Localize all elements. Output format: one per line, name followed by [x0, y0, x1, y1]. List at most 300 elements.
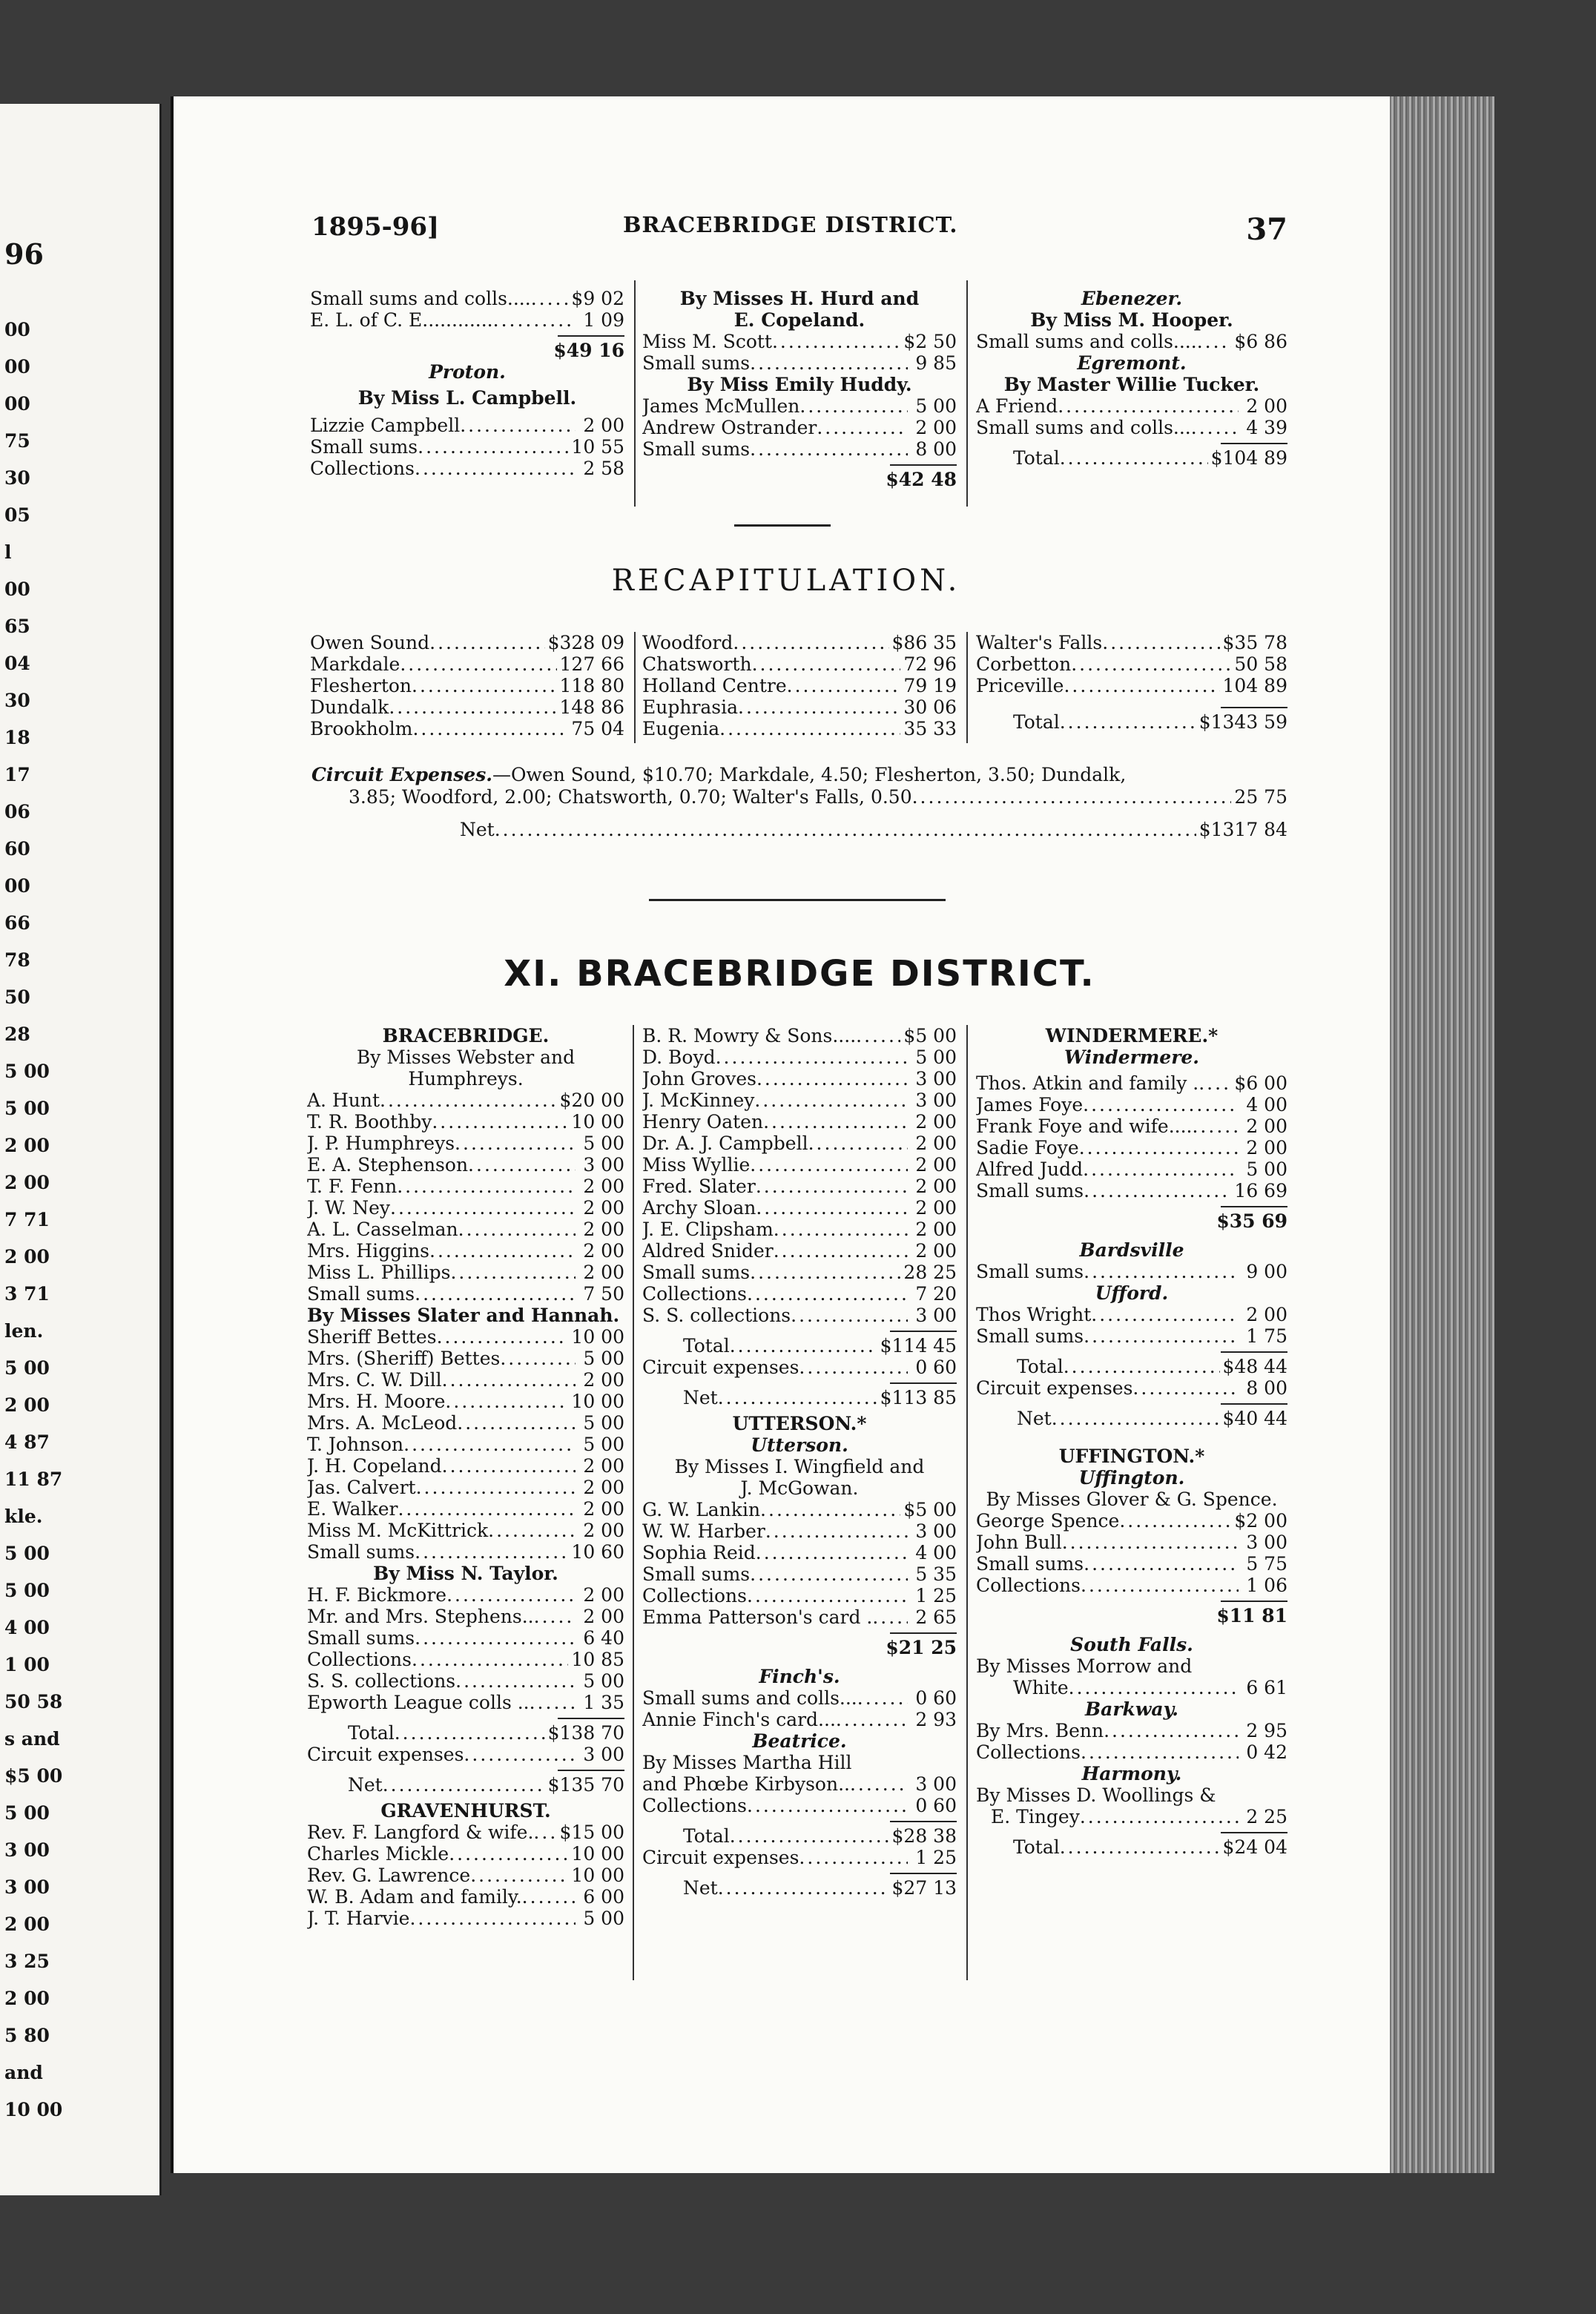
place-heading: Beatrice.	[752, 1730, 847, 1752]
entry-name: Small sums	[642, 352, 751, 374]
entry-name: Frank Foye and wife....	[976, 1115, 1193, 1137]
dot-leader	[1198, 1072, 1231, 1094]
amount: 5 75	[1246, 1553, 1287, 1575]
left-page-amount: 60	[4, 838, 30, 860]
entry-name: John Groves	[642, 1068, 756, 1090]
collector-line: By Misses Webster and	[356, 1046, 576, 1068]
ledger-row	[307, 1240, 624, 1262]
entry-name: Small sums	[976, 1261, 1084, 1282]
dot-leader	[415, 1541, 568, 1563]
entry-name: John Bull	[976, 1532, 1062, 1553]
entry-list	[976, 1304, 1287, 1347]
ledger-row	[307, 1326, 624, 1348]
entry-name: Circuit expenses	[642, 1847, 799, 1868]
ledger-row	[1017, 1356, 1287, 1377]
total-row	[976, 447, 1287, 469]
left-page-amount: 4 00	[4, 1617, 50, 1638]
entry-name: Owen Sound	[310, 632, 430, 653]
collector-line: By Master Willie Tucker.	[1003, 374, 1260, 395]
left-page-amount: 75	[4, 430, 30, 452]
amount: $135 70	[547, 1774, 624, 1796]
amount: $21 25	[886, 1637, 957, 1658]
left-page-amount: $5 00	[4, 1765, 63, 1787]
dot-leader	[429, 1240, 576, 1262]
dot-leader	[531, 288, 569, 309]
ledger-row	[976, 1180, 1287, 1202]
ledger-row	[976, 1377, 1287, 1399]
net-row	[642, 1877, 957, 1899]
rule	[890, 1632, 957, 1634]
amount: $1343 59	[1198, 711, 1287, 733]
ledger-row	[642, 1606, 957, 1628]
amount: 2 00	[1246, 1137, 1287, 1158]
entry-list	[307, 1584, 624, 1713]
dot-leader	[449, 1843, 568, 1865]
entry-name: Total	[683, 1335, 730, 1357]
entry-name: and Phœbe Kirbyson..	[642, 1773, 850, 1795]
ledger-row	[976, 1158, 1287, 1180]
dot-leader	[872, 1606, 908, 1628]
place-heading: Egremont.	[1077, 352, 1187, 374]
entry-name: Alfred Judd	[976, 1158, 1084, 1180]
ledger-row	[642, 1305, 957, 1326]
dot-leader	[718, 1877, 889, 1899]
entry-name: Sophia Reid	[642, 1542, 756, 1563]
ledger-row	[976, 1575, 1287, 1596]
ledger-row	[310, 675, 624, 696]
entry-list	[642, 1025, 957, 1326]
entry-name: A. Hunt	[307, 1090, 380, 1111]
net-row	[642, 1387, 957, 1408]
circuit-text: 3.85; Woodford, 2.00; Chatsworth, 0.70; Walter's Falls, 0.50	[349, 786, 912, 808]
entry-name: Thos. Atkin and family .	[976, 1072, 1199, 1094]
dot-leader	[1104, 1720, 1239, 1741]
amount: $35 69	[1216, 1210, 1287, 1232]
rule	[1221, 443, 1287, 444]
ledger-row	[976, 1261, 1287, 1282]
left-page-amount: 5 00	[4, 1357, 50, 1379]
dot-leader	[718, 1387, 877, 1408]
recap-col-1	[310, 632, 624, 739]
amount: $2 00	[1234, 1510, 1287, 1532]
amount: 1 35	[583, 1692, 624, 1713]
left-page-amount: 30	[4, 467, 30, 489]
entry-list	[642, 1499, 957, 1628]
recap-col-3	[976, 632, 1287, 733]
ledger-row	[307, 1520, 624, 1541]
dot-leader	[1083, 1158, 1239, 1180]
entry-list	[310, 288, 624, 331]
ledger-row	[310, 415, 624, 436]
dot-leader	[495, 819, 1196, 841]
entry-name: Circuit expenses	[976, 1377, 1133, 1399]
ledger-row	[310, 309, 624, 331]
left-page-amount: 7 71	[4, 1209, 50, 1230]
ledger-row	[976, 1325, 1287, 1347]
dot-leader	[750, 1262, 900, 1283]
header-title: BRACEBRIDGE DISTRICT.	[623, 212, 958, 237]
ledger-row	[307, 1154, 624, 1176]
page-header	[311, 212, 1287, 249]
ledger-row	[348, 1722, 624, 1744]
left-page-amount: len.	[4, 1320, 44, 1342]
entry-name: Small sums and colls....	[310, 288, 531, 309]
entry-name: Henry Oaten	[642, 1111, 764, 1133]
entry-name: Dundalk	[310, 696, 389, 718]
ledger-row	[976, 1115, 1287, 1137]
ledger-row	[976, 1532, 1287, 1553]
ledger-row	[642, 1046, 957, 1068]
entry-name: Brookholm	[310, 718, 413, 739]
amount: 2 25	[1246, 1806, 1287, 1827]
rule	[1221, 1403, 1287, 1405]
ledger-row	[307, 1412, 624, 1434]
left-page-fragment	[0, 104, 162, 2195]
dot-leader	[415, 458, 576, 479]
amount: 127 66	[559, 653, 624, 675]
entry-list	[976, 1677, 1287, 1698]
left-page-amount: 2 00	[4, 1914, 50, 1935]
left-page-amount: 00	[4, 356, 30, 378]
dot-leader	[747, 1283, 908, 1305]
left-page-amount: 11 87	[4, 1468, 63, 1490]
subtotal-row	[976, 1210, 1287, 1232]
dot-leader	[455, 1670, 576, 1692]
left-page-amount: 5 00	[4, 1543, 50, 1564]
ledger-row	[310, 632, 624, 653]
entry-name: Net	[683, 1877, 718, 1899]
amount: 9 85	[915, 352, 957, 374]
dot-leader	[460, 415, 576, 436]
amount: 2 00	[915, 1176, 957, 1197]
collector-line: By Miss M. Hooper.	[1030, 309, 1233, 331]
dot-leader	[808, 1133, 908, 1154]
dot-leader	[470, 1865, 568, 1886]
amount: 3 00	[915, 1305, 957, 1326]
entry-name: Rev. G. Lawrence	[307, 1865, 471, 1886]
entry-list	[307, 1822, 624, 1929]
windermere-column	[976, 1025, 1287, 1858]
ledger-row	[642, 331, 957, 352]
amount: 10 00	[571, 1326, 624, 1348]
page-number: 37	[1246, 212, 1287, 247]
amount: 50 58	[1234, 653, 1287, 675]
entry-list	[307, 1326, 624, 1563]
ledger-row	[642, 718, 957, 739]
circuit-heading: GRAVENHURST.	[380, 1800, 551, 1822]
dot-leader	[455, 1133, 576, 1154]
left-page-amount: 50	[4, 986, 30, 1008]
top-col-2	[642, 288, 957, 490]
collector-line: By Miss L. Campbell.	[357, 387, 577, 409]
entry-name: A. L. Casselman	[307, 1219, 458, 1240]
entry-name: Collections	[642, 1585, 747, 1606]
dot-leader	[437, 1326, 569, 1348]
amount: 10 00	[571, 1111, 624, 1133]
collector-line: By Misses Morrow and	[976, 1655, 1193, 1677]
subtotal-row	[642, 469, 957, 490]
entry-name: B. R. Mowry & Sons....	[642, 1025, 857, 1046]
dot-leader	[730, 1335, 877, 1357]
entry-name: Total	[683, 1825, 730, 1847]
ledger-row	[976, 675, 1287, 696]
ledger-row	[307, 1283, 624, 1305]
entry-name: Mrs. H. Moore	[307, 1391, 446, 1412]
dot-leader	[395, 1722, 545, 1744]
amount: 2 00	[583, 1498, 624, 1520]
ledger-row	[976, 632, 1287, 653]
amount: 3 00	[583, 1154, 624, 1176]
amount: $5 00	[903, 1025, 957, 1046]
left-page-amount: 2 00	[4, 1135, 50, 1156]
ledger-row	[307, 1498, 624, 1520]
entry-name: Archy Sloan	[642, 1197, 756, 1219]
amount: 2 00	[1246, 395, 1287, 417]
amount: 0 60	[915, 1357, 957, 1378]
recapitulation-title: RECAPITULATION.	[611, 564, 961, 598]
amount: 8 00	[915, 438, 957, 460]
amount: 0 42	[1246, 1741, 1287, 1763]
top-col-1	[310, 288, 624, 479]
utterson-column	[642, 1025, 957, 1899]
collector-line: Humphreys.	[408, 1068, 524, 1090]
dot-leader	[799, 1357, 908, 1378]
entry-name: Mrs. Higgins	[307, 1240, 430, 1262]
entry-name: Holland Centre	[642, 675, 787, 696]
amount: 2 00	[915, 1111, 957, 1133]
ledger-row	[1013, 1836, 1287, 1858]
left-page-amount: 04	[4, 653, 30, 674]
entry-name: Chatsworth	[642, 653, 752, 675]
left-page-amount: 2 00	[4, 1172, 50, 1193]
dot-leader	[836, 1709, 908, 1730]
place-heading: Barkway.	[1085, 1698, 1178, 1720]
left-page-amount: 1 00	[4, 1654, 50, 1675]
ledger-row	[642, 395, 957, 417]
left-page-amount: 5 00	[4, 1802, 50, 1824]
ledger-row	[976, 395, 1287, 417]
left-page-amount: 50 58	[4, 1691, 63, 1713]
entry-name: Woodford	[642, 632, 733, 653]
dot-leader	[1060, 1836, 1220, 1858]
entry-name: Small sums	[310, 436, 418, 458]
total-row	[642, 1335, 957, 1357]
ledger-row	[976, 1720, 1287, 1741]
entry-name: A Friend	[976, 395, 1058, 417]
ledger-row	[683, 1825, 957, 1847]
dot-leader	[445, 1391, 568, 1412]
ledger-row	[307, 1584, 624, 1606]
entry-name: Small sums and colls...	[642, 1687, 857, 1709]
dot-leader	[468, 1154, 576, 1176]
dot-leader	[1084, 1325, 1239, 1347]
ledger-row	[976, 1553, 1287, 1575]
entry-name: White	[1013, 1677, 1069, 1698]
dot-leader	[432, 1111, 568, 1133]
circuit-text: —Owen Sound, $10.70; Markdale, 4.50; Flesherton, 3.50; Dundalk,	[492, 764, 1127, 785]
entry-name: Jas. Calvert	[307, 1477, 416, 1498]
rule	[1221, 1601, 1287, 1602]
entry-name: Circuit expenses	[307, 1744, 464, 1765]
left-page-amount: 66	[4, 912, 30, 934]
dot-leader	[457, 1412, 576, 1434]
amount: 10 55	[571, 436, 624, 458]
dot-leader	[1052, 1408, 1220, 1429]
dot-leader	[412, 718, 568, 739]
subtotal-row	[976, 1605, 1287, 1626]
ledger-row	[642, 1262, 957, 1283]
total-row	[642, 1825, 957, 1847]
dot-leader	[750, 1154, 908, 1176]
amount: 2 00	[583, 1176, 624, 1197]
dot-leader	[412, 675, 557, 696]
entry-name: Sadie Foye	[976, 1137, 1079, 1158]
left-page-amount: 05	[4, 504, 30, 526]
ledger-row	[307, 1176, 624, 1197]
ledger-row	[642, 1133, 957, 1154]
amount: 2 00	[583, 1240, 624, 1262]
amount: 5 00	[583, 1670, 624, 1692]
dot-leader	[750, 438, 908, 460]
entry-name: Miss M. McKittrick	[307, 1520, 489, 1541]
entry-name: Small sums	[976, 1325, 1084, 1347]
dot-leader	[756, 1176, 908, 1197]
entry-list	[976, 632, 1287, 696]
ledger-row	[307, 1197, 624, 1219]
dot-leader	[442, 1455, 576, 1477]
ledger-row	[307, 1744, 624, 1765]
entry-list	[976, 1806, 1287, 1827]
entry-name: W. B. Adam and family.	[307, 1886, 522, 1908]
entry-name: Mrs. A. McLeod	[307, 1412, 458, 1434]
entry-name: T. F. Fenn	[307, 1176, 398, 1197]
entry-name: Collections	[976, 1575, 1081, 1596]
entry-name: Small sums	[976, 1180, 1084, 1202]
ledger-row	[307, 1822, 624, 1843]
entry-name: J. P. Humphreys	[307, 1133, 455, 1154]
entry-list	[976, 395, 1287, 438]
dot-leader	[787, 675, 901, 696]
amount: $35 78	[1222, 632, 1287, 653]
ledger-row	[460, 819, 1287, 841]
section-title: XI. BRACEBRIDGE DISTRICT.	[504, 953, 1095, 995]
amount: 2 00	[915, 1133, 957, 1154]
ledger-row	[348, 1774, 624, 1796]
ledger-row	[683, 1877, 957, 1899]
amount: 1 25	[915, 1847, 957, 1868]
column-divider	[634, 632, 636, 743]
ledger-row	[976, 1741, 1287, 1763]
dot-leader	[1192, 1115, 1239, 1137]
amount: 2 00	[583, 1369, 624, 1391]
left-page-amount: 00	[4, 393, 30, 415]
dot-leader	[774, 1219, 908, 1240]
amount: $27 13	[891, 1877, 957, 1899]
circuit-expenses	[311, 764, 1287, 841]
ledger-row	[642, 352, 957, 374]
ledger-row	[307, 1133, 624, 1154]
circuit-row	[642, 1847, 957, 1868]
entry-name: G. W. Lankin	[642, 1499, 761, 1520]
ledger-row	[642, 1357, 957, 1378]
ledger-row	[307, 1348, 624, 1369]
amount: $6 86	[1234, 331, 1287, 352]
dot-leader	[756, 1197, 908, 1219]
amount: 7 20	[915, 1283, 957, 1305]
entry-name: Eugenia	[642, 718, 720, 739]
ledger-row	[642, 1154, 957, 1176]
amount: 5 00	[583, 1348, 624, 1369]
ledger-row	[310, 718, 624, 739]
place-heading: Finch's.	[759, 1666, 840, 1687]
amount: $49 16	[553, 340, 624, 361]
left-page-amount: 5 00	[4, 1580, 50, 1601]
entry-name: Corbetton	[976, 653, 1072, 675]
amount: 2 00	[583, 1584, 624, 1606]
dot-leader	[522, 1886, 576, 1908]
ledger-row	[642, 632, 957, 653]
left-page-amount: 30	[4, 690, 30, 711]
net-row	[307, 1774, 624, 1796]
section-rule	[649, 899, 946, 901]
amount: 4 39	[1246, 417, 1287, 438]
amount: 1 06	[1246, 1575, 1287, 1596]
dot-leader	[1060, 711, 1196, 733]
collector-line: E. Copeland.	[733, 309, 865, 331]
dot-leader	[1083, 1094, 1239, 1115]
left-page-amount: 2 00	[4, 1988, 50, 2009]
ledger-row	[683, 1335, 957, 1357]
ledger-row	[307, 1908, 624, 1929]
ledger-row	[642, 675, 957, 696]
dot-leader	[389, 696, 556, 718]
dot-leader	[533, 1822, 556, 1843]
rule	[558, 335, 624, 337]
dot-leader	[750, 1563, 908, 1585]
dot-leader	[1064, 675, 1219, 696]
dot-leader	[458, 1219, 576, 1240]
section-rule	[734, 524, 831, 527]
entry-name: Thos Wright	[976, 1304, 1092, 1325]
dot-leader	[1084, 1261, 1239, 1282]
dot-leader	[752, 653, 901, 675]
ledger-row	[642, 1709, 957, 1730]
dot-leader	[534, 1606, 576, 1627]
ledger-row	[307, 1111, 624, 1133]
circuit-row	[976, 1377, 1287, 1399]
place-heading: Utterson.	[751, 1434, 848, 1456]
entry-name: Sheriff Bettes	[307, 1326, 437, 1348]
rule	[1221, 1832, 1287, 1833]
dot-leader	[857, 1687, 908, 1709]
dot-leader	[765, 1520, 908, 1542]
ledger-row	[991, 1806, 1287, 1827]
ledger-row	[1013, 447, 1287, 469]
amount: 5 00	[915, 1046, 957, 1068]
amount: 2 00	[915, 1154, 957, 1176]
collector-line: By Misses Martha Hill	[642, 1752, 852, 1773]
entry-name: Collections	[310, 458, 415, 479]
dot-leader	[450, 1262, 576, 1283]
amount: 10 85	[571, 1649, 624, 1670]
ledger-row	[642, 1585, 957, 1606]
amount: 25 75	[1234, 786, 1287, 808]
ledger-row	[307, 1455, 624, 1477]
ledger-row	[307, 1649, 624, 1670]
amount: $24 04	[1222, 1836, 1287, 1858]
amount: 1 09	[583, 309, 624, 331]
dot-leader	[403, 1434, 576, 1455]
